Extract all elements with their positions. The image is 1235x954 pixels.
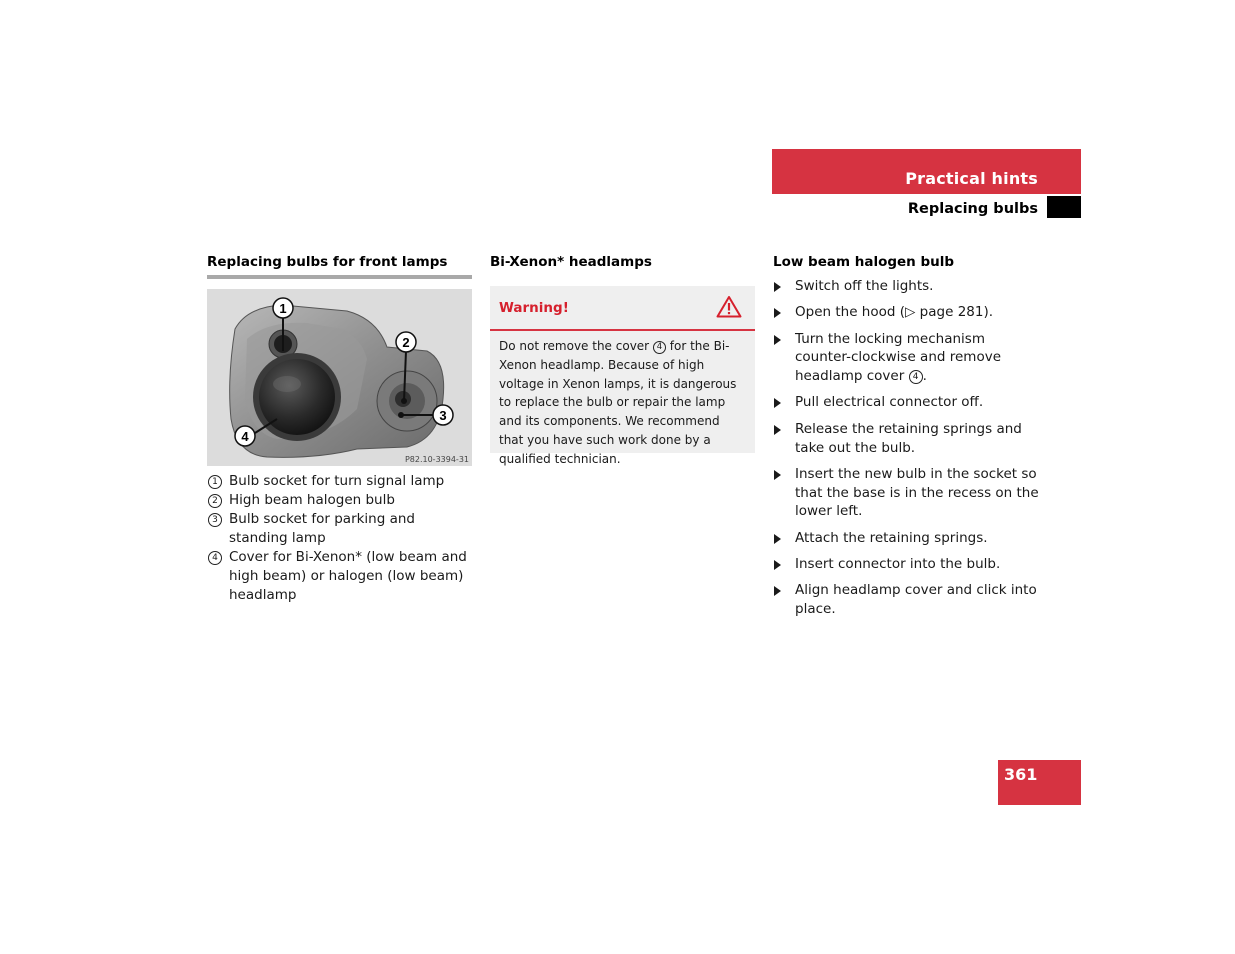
low-beam-heading: Low beam halogen bulb xyxy=(773,254,955,270)
column-low-beam xyxy=(773,253,1043,626)
page-number: 361 xyxy=(1004,765,1038,784)
step-list xyxy=(773,277,1043,619)
list-item: Insert connector into the bulb. xyxy=(773,555,1043,574)
bullet-arrow-icon xyxy=(774,470,781,480)
section-title: Practical hints xyxy=(905,169,1038,188)
reference-number: 4 xyxy=(653,341,666,354)
page-number-box xyxy=(998,760,1081,805)
list-item: Switch off the lights. xyxy=(773,277,1043,296)
warning-text: Do not remove the cover 4 for the Bi-Xenon headlamp. Because of high voltage in Xenon lamps, it is dangerous to replace the bulb or repair the lamp and its components. We recommend that you have such work done by a qualified technician. xyxy=(499,339,737,466)
bullet-arrow-icon xyxy=(774,534,781,544)
list-item: Pull electrical connector off. xyxy=(773,393,1043,412)
callout-2 xyxy=(396,332,416,352)
column-front-lamps xyxy=(207,253,472,605)
legend-text: Cover for Bi-Xenon* (low beam and high beam) or halogen (low beam) headlamp xyxy=(229,549,467,603)
legend-text: High beam halogen bulb xyxy=(229,492,395,508)
list-item: Align headlamp cover and click into place. xyxy=(773,581,1043,619)
page-reference-icon: ▷ xyxy=(905,304,916,321)
list-item: Open the hood (▷ page 281). xyxy=(773,303,1043,322)
figure-legend xyxy=(207,472,472,605)
legend-item xyxy=(207,491,472,510)
bullet-arrow-icon xyxy=(774,398,781,408)
legend-item xyxy=(207,548,472,605)
bullet-arrow-icon xyxy=(774,425,781,435)
warning-triangle-icon xyxy=(716,295,742,322)
svg-text:4: 4 xyxy=(241,429,249,444)
column-bi-xenon xyxy=(490,253,755,466)
list-item: Insert the new bulb in the socket so that the base is in the recess on the lower left. xyxy=(773,465,1043,521)
warning-title: Warning! xyxy=(499,300,569,316)
subsection-header xyxy=(772,196,1081,218)
subsection-title: Replacing bulbs xyxy=(907,201,1038,217)
figure-code: P82.10-3394-31 xyxy=(404,455,469,464)
svg-text:1: 1 xyxy=(279,301,287,316)
section-header-bar xyxy=(772,149,1081,194)
list-item: Attach the retaining springs. xyxy=(773,529,1043,548)
svg-text:2: 2 xyxy=(402,335,410,350)
bullet-arrow-icon xyxy=(774,560,781,570)
bullet-arrow-icon xyxy=(774,282,781,292)
headlamp-illustration xyxy=(207,289,472,466)
legend-number: 3 xyxy=(208,513,222,527)
legend-text: Bulb socket for parking and standing lamp xyxy=(229,511,416,546)
subsection-marker-block xyxy=(1047,196,1081,218)
callout-1 xyxy=(273,298,293,318)
front-lamps-heading: Replacing bulbs for front lamps xyxy=(207,253,472,279)
reference-number: 4 xyxy=(909,370,923,384)
callout-3 xyxy=(433,405,453,425)
svg-text:3: 3 xyxy=(439,408,447,423)
bullet-arrow-icon xyxy=(774,586,781,596)
bullet-arrow-icon xyxy=(774,335,781,345)
legend-item xyxy=(207,472,472,491)
bi-xenon-heading: Bi-Xenon* headlamps xyxy=(490,254,652,270)
list-item: Release the retaining springs and take out the bulb. xyxy=(773,420,1043,458)
legend-number: 2 xyxy=(208,494,222,508)
warning-header xyxy=(490,286,755,331)
bullet-arrow-icon xyxy=(774,308,781,318)
headlamp-figure xyxy=(207,289,472,466)
legend-item xyxy=(207,510,472,548)
legend-number: 4 xyxy=(208,551,222,565)
list-item: Turn the locking mechanism counter-clockwise and remove headlamp cover 4 . xyxy=(773,330,1043,386)
legend-text: Bulb socket for turn signal lamp xyxy=(229,473,445,489)
legend-number: 1 xyxy=(208,475,222,489)
warning-box xyxy=(490,286,755,466)
callout-4 xyxy=(235,426,255,446)
